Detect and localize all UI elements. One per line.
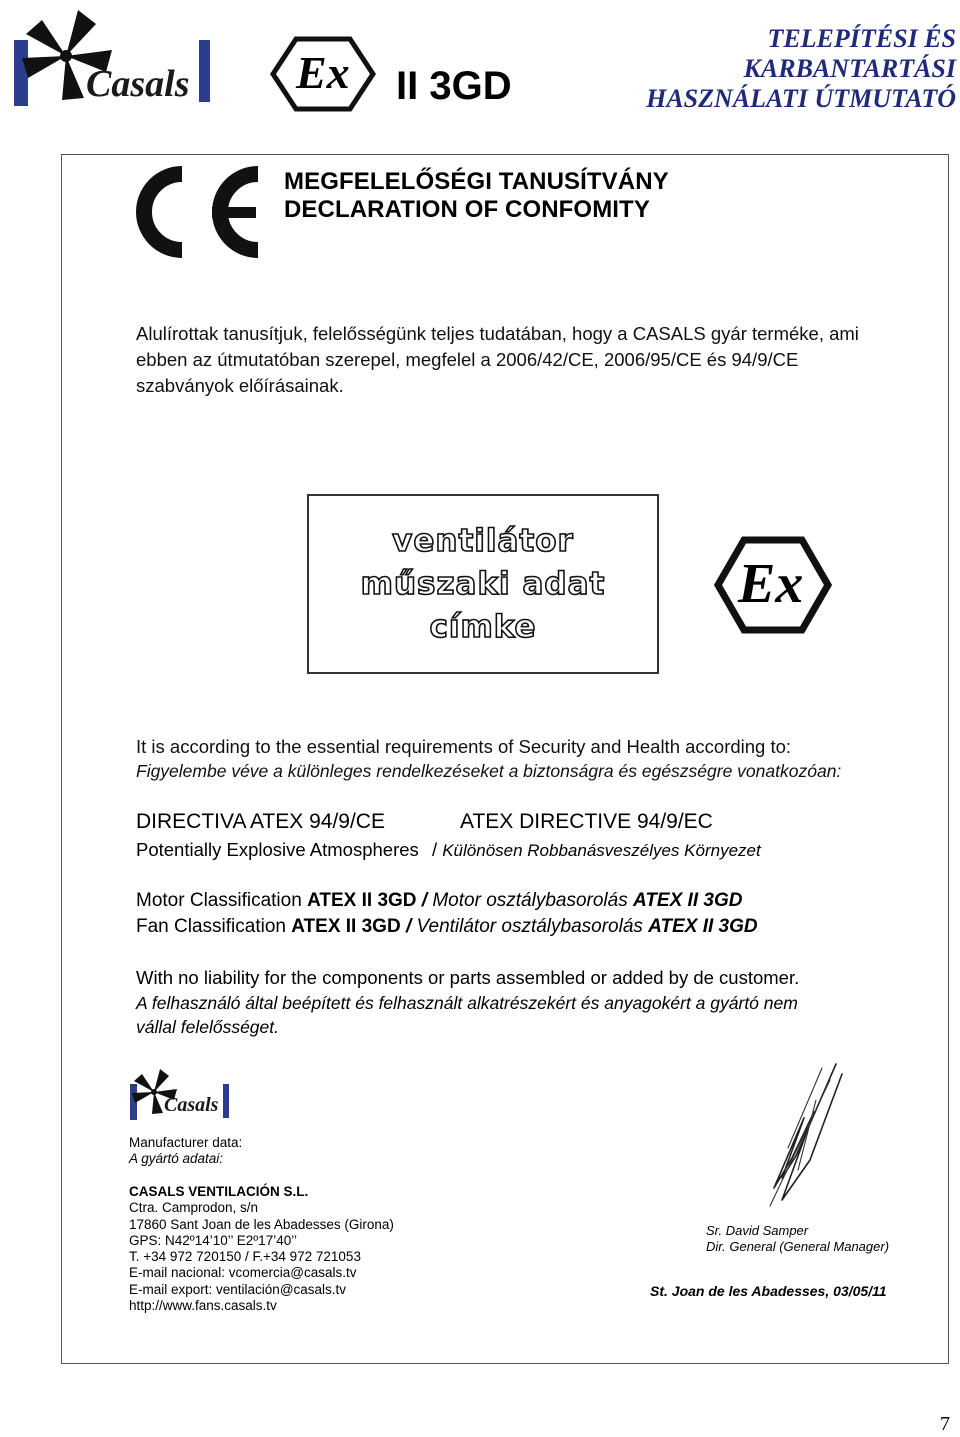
certificate-title-hu: MEGFELELŐSÉGI TANUSÍTVÁNY [284,168,669,195]
liability-hu [136,991,798,1039]
manufacturer-data-label [129,1135,242,1168]
email-national: E-mail nacional: vcomercia@casals.tv [129,1265,357,1281]
motor-classification [136,888,742,914]
motor-class-hu: ATEX II 3GD [633,890,743,911]
manufacturer-logo-wordmark: Casals [164,1094,219,1116]
liability-hu-line-2: vállal felelősséget. [136,1017,279,1037]
email-export: E-mail export: ventilación@casals.tv [129,1281,347,1297]
signature [752,1060,852,1210]
ex-symbol: Ex [296,47,350,98]
header-logo [4,4,218,120]
technical-label-box [307,494,659,674]
title-line-1: TELEPÍTÉSI ÉS KARBANTARTÁSI [743,24,956,83]
intro-paragraph [136,321,936,399]
certificate-title-en: DECLARATION OF CONFOMITY [284,196,650,223]
liability-hu-line-1: A felhasználó által beépített és felhasznált alkatrészekért és anyagokért a gyártó nem [136,993,798,1013]
ce-mark [126,164,262,260]
requirements-hu: Figyelembe véve a különleges rendelkezéseket a biztonságra és egészségre vonatkozóan: [136,761,842,781]
label-line-3: címke [429,609,537,645]
fan-classification [136,914,758,940]
manufacturer-address [129,1184,394,1314]
label-line-1: ventilátor [392,523,574,559]
directive-en: ATEX DIRECTIVE 94/9/EC [460,810,713,833]
atmosphere-line [136,838,761,863]
manufacturer-logo [122,1064,234,1126]
page-number: 7 [940,1413,950,1435]
handwritten-signature-icon [752,1060,852,1210]
fan-separator: / [405,916,412,937]
motor-prefix: Motor Classification [136,890,302,911]
logo-wordmark: Casals [86,63,190,105]
intro-line-3: szabványok előírásainak. [136,375,344,396]
ex-logo [270,36,376,112]
ce-mark-icon [126,164,262,260]
fan-class-hu: ATEX II 3GD [648,916,758,937]
document-title [552,24,956,114]
place-date: St. Joan de les Abadesses, 03/05/11 [650,1283,887,1299]
intro-line-2: ebben az útmutatóban szerepel, megfelel a 2006/42/CE, 2006/95/CE és 94/9/CE [136,349,799,370]
company-name: CASALS VENTILACIÓN S.L. [129,1184,309,1199]
city: 17860 Sant Joan de les Abadesses (Girona) [129,1216,394,1232]
phone: T. +34 972 720150 / F.+34 972 721053 [129,1249,361,1265]
gps: GPS: N42º14’10’’ E2º17’40’’ [129,1232,297,1248]
atmosphere-separator: / [431,839,438,860]
title-line-2: HASZNÁLATI ÚTMUTATÓ [646,84,956,113]
signatory-block [706,1223,889,1254]
street: Ctra. Camprodon, s/n [129,1200,259,1216]
directive-row [136,809,385,835]
fan-class: ATEX II 3GD [291,916,401,937]
website: http://www.fans.casals.tv [129,1298,277,1314]
ex-hazard-symbol [714,536,832,634]
motor-separator: / [421,890,428,911]
motor-class: ATEX II 3GD [307,890,417,911]
signatory-name: Sr. David Samper [706,1223,809,1238]
atmosphere-en: Potentially Explosive Atmospheres [136,839,419,860]
motor-hu: Motor osztálybasorolás [432,890,628,911]
label-line-2: műszaki adat [360,566,606,602]
atmosphere-hu: Különösen Robbanásveszélyes Környezet [442,841,761,860]
intro-line-1: Alulírottak tanusítjuk, felelősségünk teljes tudatában, hogy a CASALS gyár terméke, ami [136,323,859,344]
ex-hazard-text: Ex [738,553,804,615]
fan-prefix: Fan Classification [136,916,286,937]
liability-en: With no liability for the components or parts assembled or added by de customer. [136,967,800,988]
fan-hu: Ventilátor osztálybasorolás [416,916,643,937]
manufacturer-data-hu: A gyártó adatai: [129,1151,224,1167]
requirements-en: It is according to the essential requirements of Security and Health according to: [136,736,792,757]
ex-rating: II 3GD [396,64,512,108]
signatory-title: Dir. General (General Manager) [706,1238,890,1254]
directive-es: DIRECTIVA ATEX 94/9/CE [136,810,385,833]
manufacturer-data-en: Manufacturer data: [129,1135,243,1150]
